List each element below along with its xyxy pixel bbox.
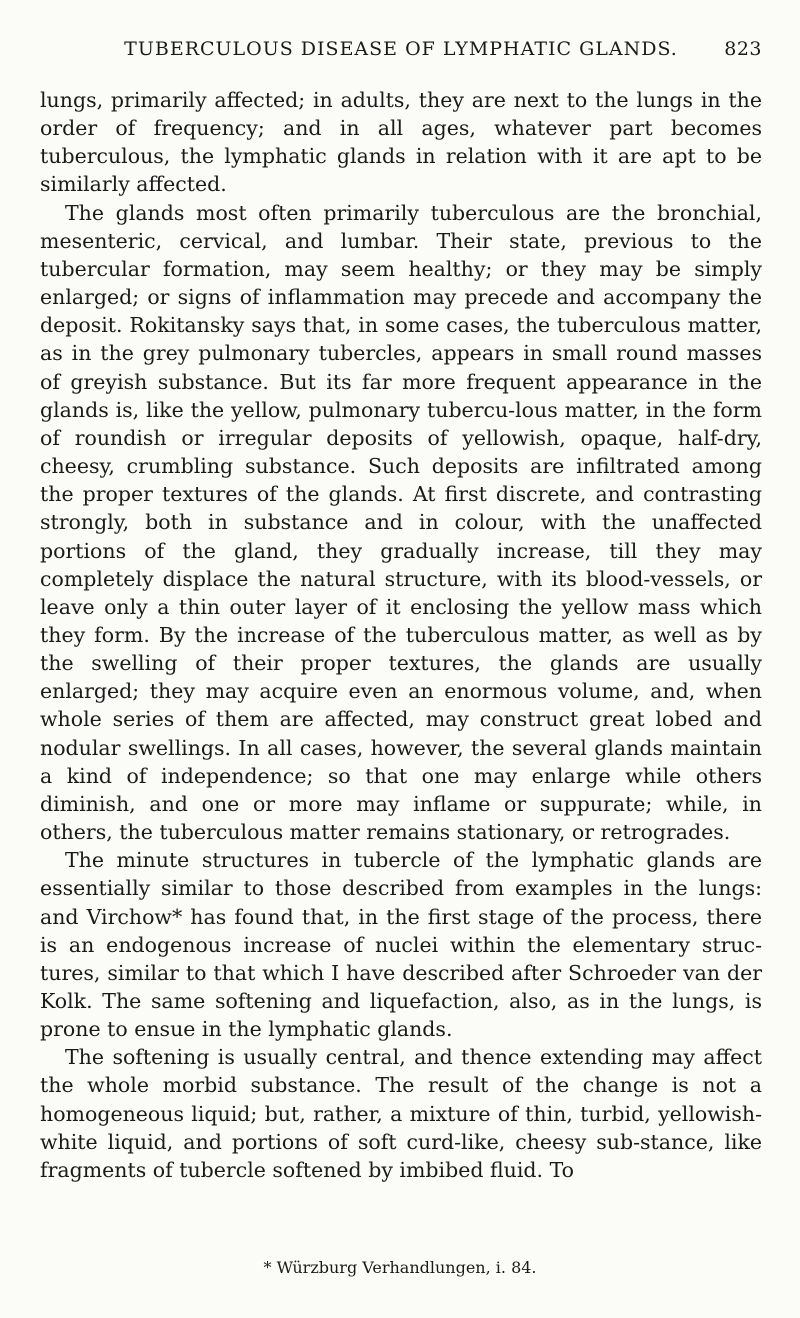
page-number: 823 — [724, 38, 762, 60]
page-header — [40, 38, 762, 68]
paragraph-2: The glands most often primarily tuberculous are the bronchial, mesenteric, cervical, and lumbar. Their state, previous to the tubercular formation, may seem healthy; or they may be simply enlarged; or signs of inflammation may precede and accompany the deposit. Rokitansky says that, in some cases, the tuberculous matter, as in the grey pulmonary tubercles, appears in small round masses of greyish substance. But its far more frequent appearance in the glands is, like the yellow, pulmonary tubercu-lous matter, in the form of roundish or irregular deposits of yellowish, opaque, half-dry, cheesy, crumbling substance. Such deposits are infiltrated among the proper textures of the glands. At first discrete, and contrasting strongly, both in substance and in colour, with the unaffected portions of the gland, they gradually increase, till they may completely displace the natural structure, with its blood-vessels, or leave only a thin outer layer of it enclosing the yellow mass which they form. By the increase of the tuberculous matter, as well as by the swelling of their proper textures, the glands are usually enlarged; they may acquire even an enormous volume, and, when whole series of them are affected, may construct great lobed and nodular swellings. In all cases, however, the several glands maintain a kind of independence; so that one may enlarge while others diminish, and one or more may inflame or suppurate; while, in others, the tuberculous matter remains stationary, or retrogrades. — [40, 200, 762, 845]
paragraph-3: The minute structures in tubercle of the lymphatic glands are essentially similar to those described from examples in the lungs: and Virchow* has found that, in the first stage of the process, there is an endogenous increase of nuclei within the elementary struc-tures, similar to that which I have described after Schroeder van der Kolk. The same softening and liquefaction, also, as in the lungs, is prone to ensue in the lymphatic glands. — [40, 848, 762, 1042]
body-text — [40, 86, 762, 1184]
footnote: * Würzburg Verhandlungen, i. 84. — [263, 1258, 537, 1277]
paragraph-4: The softening is usually central, and thence extending may affect the whole morbid substance. The result of the change is not a homogeneous liquid; but, rather, a mixture of thin, turbid, yellowish-white liquid, and portions of soft curd-like, cheesy sub-stance, like fragments of tubercle softened by imbibed fluid. To — [40, 1045, 762, 1182]
paragraph-1: lungs, primarily affected; in adults, they are next to the lungs in the order of frequency; and in all ages, whatever part becomes tuberculous, the lymphatic glands in relation with it are apt to be similarly affected. — [40, 88, 762, 197]
running-title: TUBERCULOUS DISEASE OF LYMPHATIC GLANDS. — [124, 38, 678, 60]
